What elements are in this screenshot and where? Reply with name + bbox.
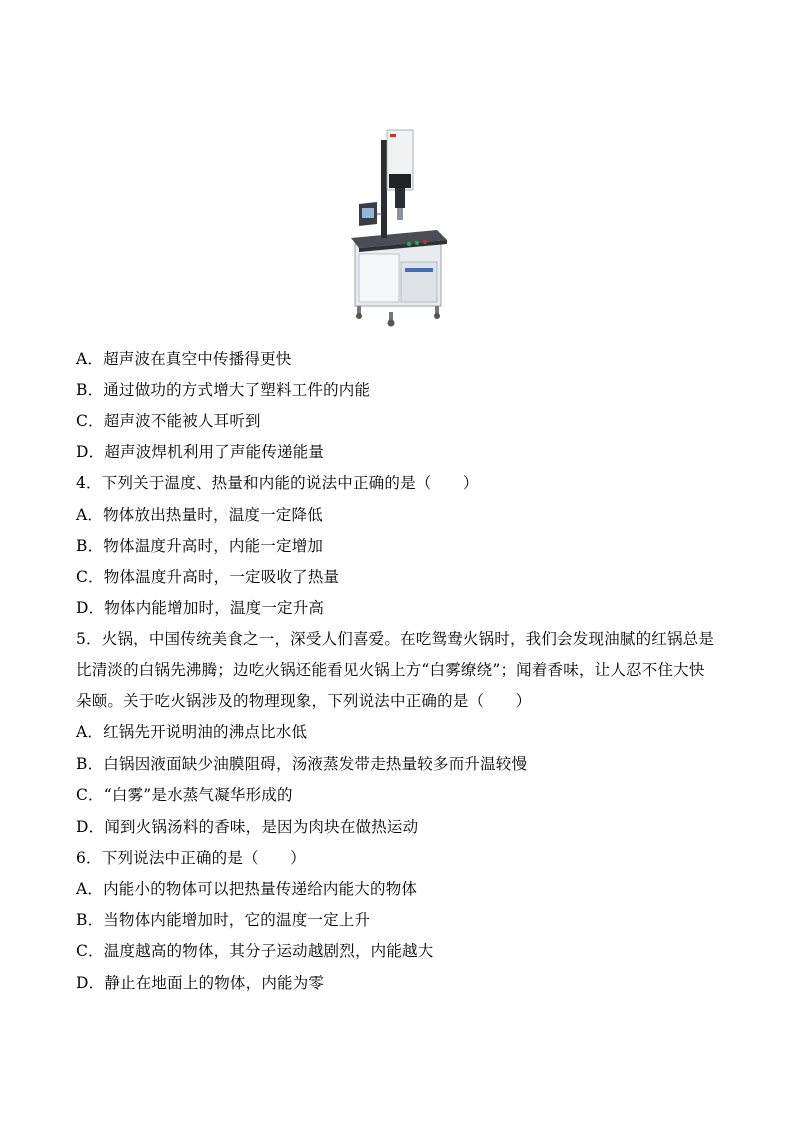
q4-option-c: C．物体温度升高时，一定吸收了热量 — [76, 568, 340, 586]
q6-stem: 6．下列说法中正确的是（ ） — [76, 849, 306, 867]
q4-stem: 4．下列关于温度、热量和内能的说法中正确的是（ ） — [76, 474, 479, 492]
q6-option-c: C．温度越高的物体，其分子运动越剧烈，内能越大 — [76, 942, 434, 960]
q3-option-b: B．通过做功的方式增大了塑料工件的内能 — [76, 381, 371, 399]
q4-option-a: A．物体放出热量时，温度一定降低 — [76, 506, 323, 524]
q6-option-d: D．静止在地面上的物体，内能为零 — [76, 974, 325, 992]
q4-option-d: D．物体内能增加时，温度一定升高 — [76, 599, 325, 617]
q5-option-b: B．白锅因液面缺少油膜阻碍，汤液蒸发带走热量较多而升温较慢 — [76, 755, 528, 773]
q5-option-a: A．红锅先开说明油的沸点比水低 — [76, 723, 308, 741]
q5-stem-line-3: 朵颐。关于吃火锅涉及的物理现象，下列说法中正确的是（ ） — [76, 692, 532, 710]
q5-stem-line-1: 5．火锅，中国传统美食之一，深受人们喜爱。在吃鸳鸯火锅时，我们会发现油腻的红锅总是 — [76, 630, 715, 648]
q5-stem-line-2: 比清淡的白锅先沸腾；边吃火锅还能看见火锅上方“白雾缭绕”；闻着香味，让人忍不住大快 — [76, 661, 705, 679]
ultrasonic-welder-image — [345, 126, 450, 331]
q4-option-b: B．物体温度升高时，内能一定增加 — [76, 537, 324, 555]
q5-option-d: D．闻到火锅汤料的香味，是因为肉块在做热运动 — [76, 818, 419, 836]
q5-option-c: C．“白雾”是水蒸气凝华形成的 — [76, 786, 293, 804]
q3-option-d: D．超声波焊机利用了声能传递能量 — [76, 443, 325, 461]
q3-option-c: C．超声波不能被人耳听到 — [76, 412, 261, 430]
q6-option-b: B．当物体内能增加时，它的温度一定上升 — [76, 911, 371, 929]
q3-option-a: A．超声波在真空中传播得更快 — [76, 350, 292, 368]
q6-option-a: A．内能小的物体可以把热量传递给内能大的物体 — [76, 880, 418, 898]
